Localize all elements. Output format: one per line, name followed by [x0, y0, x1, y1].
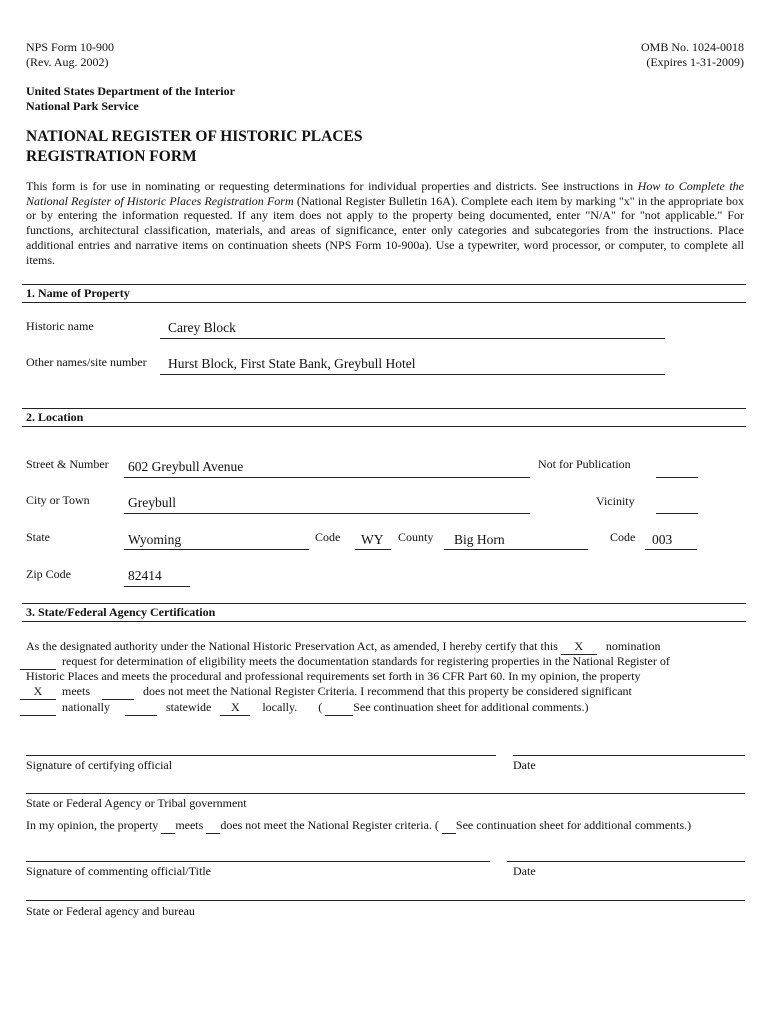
- certifying-date-label: Date: [513, 758, 536, 772]
- form-title-line2: REGISTRATION FORM: [26, 148, 197, 165]
- city-field[interactable]: Greybull: [128, 495, 176, 510]
- county-code-underline: [645, 549, 697, 550]
- county-code-field[interactable]: 003: [652, 532, 673, 547]
- not-for-publication-field[interactable]: [656, 477, 698, 478]
- certification-line-1: [26, 639, 661, 655]
- opinion-text-b: does not meet the National Register criteria. (: [220, 818, 439, 832]
- meets-label: meets: [62, 684, 90, 698]
- other-names-field[interactable]: Hurst Block, First State Bank, Greybull Hotel: [168, 356, 416, 371]
- continuation-note: See continuation sheet for additional comments.): [353, 700, 589, 714]
- certification-text-1a: As the designated authority under the National Historic Preservation Act, as amended, I hereby certify that this: [26, 639, 558, 653]
- section-1-heading: 1. Name of Property: [26, 286, 130, 300]
- historic-name-underline: [160, 338, 665, 339]
- nationally-checkbox[interactable]: [20, 700, 56, 716]
- opinion-text-a: In my opinion, the property: [26, 818, 159, 832]
- section-1-header: [22, 284, 746, 303]
- omb-expiration: (Expires 1-31-2009): [646, 55, 744, 69]
- state-label: State: [26, 530, 50, 544]
- county-underline: [444, 549, 588, 550]
- commenting-date-line[interactable]: [507, 861, 745, 862]
- opinion-does-not-meet-checkbox[interactable]: [206, 818, 220, 834]
- form-title-line1: NATIONAL REGISTER OF HISTORIC PLACES: [26, 128, 363, 145]
- other-names-underline: [160, 374, 665, 375]
- meets-checkbox[interactable]: X: [20, 684, 56, 700]
- opinion-continuation-checkbox[interactable]: [442, 818, 456, 834]
- section-3-header: [22, 603, 746, 622]
- state-code-label: Code: [315, 530, 341, 544]
- section-2-header: [22, 408, 746, 427]
- does-not-meet-checkbox[interactable]: [102, 684, 134, 700]
- form-revision: (Rev. Aug. 2002): [26, 55, 109, 69]
- certifying-signature-line[interactable]: [26, 755, 496, 756]
- continuation-paren: (: [318, 700, 323, 714]
- county-field[interactable]: Big Horn: [454, 532, 505, 547]
- opinion-line: [26, 818, 691, 834]
- commenting-signature-line[interactable]: [26, 861, 490, 862]
- opinion-text-c: See continuation sheet for additional comments.): [455, 818, 692, 832]
- vicinity-label: Vicinity: [596, 494, 635, 508]
- commenting-date-label: Date: [513, 864, 536, 878]
- continuation-sheet-checkbox[interactable]: [325, 700, 353, 716]
- street-underline: [124, 477, 530, 478]
- agency-label: State or Federal Agency or Tribal government: [26, 796, 247, 810]
- state-underline: [124, 549, 309, 550]
- zip-label: Zip Code: [26, 567, 71, 581]
- street-label: Street & Number: [26, 457, 109, 471]
- city-label: City or Town: [26, 493, 90, 507]
- service-name: National Park Service: [26, 99, 139, 113]
- form-number: NPS Form 10-900: [26, 40, 115, 54]
- bureau-line[interactable]: [26, 900, 745, 901]
- street-field[interactable]: 602 Greybull Avenue: [128, 459, 244, 474]
- county-code-label: Code: [610, 530, 636, 544]
- certifying-signature-label: Signature of certifying official: [26, 758, 173, 772]
- zip-field[interactable]: 82414: [128, 568, 162, 583]
- locally-checkbox[interactable]: X: [220, 700, 250, 716]
- state-code-field[interactable]: WY: [361, 532, 384, 547]
- vicinity-field[interactable]: [656, 513, 698, 514]
- agency-line[interactable]: [26, 793, 745, 794]
- instructions-text-1: This form is for use in nominating or requesting determinations for individual properties and districts. See instructions in: [26, 179, 638, 193]
- certification-text-4b: does not meet the National Register Criteria. I recommend that this property be considered significant: [143, 684, 632, 698]
- section-3-heading: 3. State/Federal Agency Certification: [26, 605, 216, 619]
- opinion-meets-checkbox[interactable]: [161, 818, 175, 834]
- zip-underline: [124, 586, 190, 587]
- omb-number: OMB No. 1024-0018: [640, 40, 744, 54]
- nomination-checkbox[interactable]: X: [561, 639, 597, 655]
- opinion-meets-label: meets: [175, 818, 204, 832]
- eligibility-request-checkbox[interactable]: [20, 654, 56, 670]
- bureau-label: State or Federal agency and bureau: [26, 904, 195, 918]
- state-field[interactable]: Wyoming: [128, 532, 182, 547]
- city-underline: [124, 513, 530, 514]
- instructions-paragraph: [26, 179, 744, 267]
- certification-line-2: [20, 654, 670, 670]
- historic-name-field[interactable]: Carey Block: [168, 320, 236, 335]
- certification-text-2: request for determination of eligibility meets the documentation standards for registering properties in the National Register of: [62, 654, 670, 668]
- nationally-label: nationally: [62, 700, 110, 714]
- certification-line-5: [20, 700, 588, 716]
- other-names-label: Other names/site number: [26, 355, 147, 369]
- section-2-heading: 2. Location: [26, 410, 84, 424]
- department-name: United States Department of the Interior: [26, 84, 235, 98]
- instructions-guide-title: How to Complete the National Register of Historic Places Registration Form: [26, 179, 744, 208]
- commenting-signature-label: Signature of commenting official/Title: [26, 864, 211, 878]
- statewide-label: statewide: [166, 700, 212, 714]
- instructions-text-2: (National Register Bulletin 16A). Complete each item by marking "x" in the appropriate box or by entering the information requested. If any item does not apply to the property being documented, enter "N/A" for "not applicable." For functions, architectural classification, materials, and areas of significance, enter only categories and subcategories from the instructions. Place additional entries and narrative items on continuation sheets (NPS Form 10-900a). Use a typewriter, word processor, or computer, to complete all items.: [26, 193, 744, 267]
- not-for-publication-label: Not for Publication: [538, 457, 631, 471]
- county-label: County: [398, 530, 434, 544]
- statewide-checkbox[interactable]: [125, 700, 157, 716]
- certifying-date-line[interactable]: [513, 755, 745, 756]
- historic-name-label: Historic name: [26, 319, 94, 333]
- certification-line-3: Historic Places and meets the procedural and professional requirements set forth in 36 CFR Part 60. In my opinion, the property: [26, 669, 641, 683]
- state-code-underline: [355, 549, 391, 550]
- locally-label: locally.: [262, 700, 298, 714]
- nomination-label: nomination: [605, 639, 661, 653]
- certification-line-4: [20, 684, 632, 700]
